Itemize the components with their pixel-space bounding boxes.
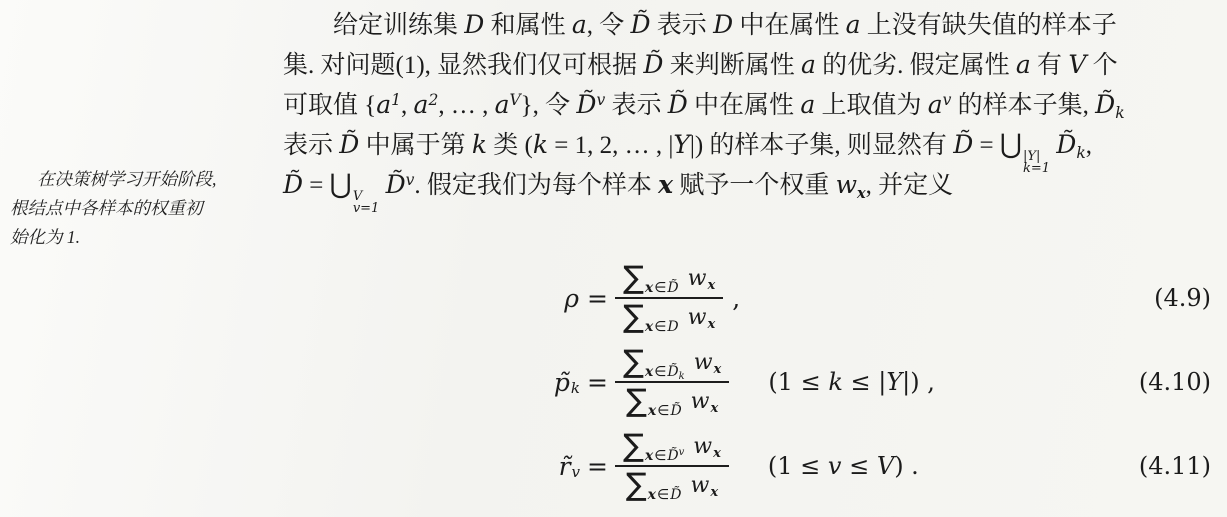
text-segment: D̃ xyxy=(953,130,974,159)
text-segment: 和属性 xyxy=(484,12,572,39)
text-segment: 表示 xyxy=(283,132,340,159)
set-superscript: v xyxy=(678,446,685,458)
text-segment: k xyxy=(1076,144,1086,162)
weight-term xyxy=(688,305,716,330)
text-segment: 1 xyxy=(391,91,402,109)
equation-condition xyxy=(768,368,935,396)
weight-symbol: w xyxy=(687,266,707,291)
text-segment: D̃ xyxy=(576,90,597,119)
text-segment: x xyxy=(658,170,674,199)
element-of-icon: ∈ xyxy=(657,402,670,419)
set-symbol: D̃ xyxy=(670,402,682,419)
sum-subscript xyxy=(648,403,682,419)
element-of-icon: ∈ xyxy=(654,363,667,380)
text-segment: ≤ | xyxy=(842,368,887,396)
weight-subscript: x xyxy=(710,401,719,416)
text-segment: 中在属性 xyxy=(733,12,846,39)
text-segment: = xyxy=(303,172,330,199)
text-segment: ⋃ xyxy=(329,169,352,200)
text-segment: 的样本子集, xyxy=(951,92,1096,119)
text-segment: ≤ xyxy=(841,452,877,480)
equals-sign: = xyxy=(587,451,608,481)
denominator xyxy=(615,465,729,504)
equation-4-11 xyxy=(0,423,1227,509)
equals-sign: = xyxy=(587,283,608,313)
margin-note-line: 在决策树学习开始阶段, xyxy=(37,169,217,189)
equation-condition xyxy=(768,452,919,480)
weight-term xyxy=(694,350,722,375)
fraction xyxy=(615,344,729,420)
text-segment: 的优劣. 假定属性 xyxy=(815,52,1016,79)
equation-4-10 xyxy=(0,339,1227,425)
text-segment: D̃ xyxy=(1095,90,1116,119)
text-segment: k xyxy=(471,130,487,159)
limit-text: V xyxy=(352,189,363,204)
denominator xyxy=(615,381,729,420)
limit-text: v=1 xyxy=(352,201,380,216)
paragraph-line xyxy=(283,5,1215,45)
text-segment: 个 xyxy=(1086,52,1118,79)
equation-4-9 xyxy=(0,255,1227,341)
text-segment: , … , xyxy=(438,92,495,119)
text-segment: (1 ≤ xyxy=(767,452,828,480)
text-segment: k xyxy=(828,368,843,396)
text-segment: 表示 xyxy=(650,12,714,39)
text-segment: Y xyxy=(886,368,903,396)
text-segment: 可取值 { xyxy=(283,92,377,119)
text-segment: V xyxy=(876,452,895,480)
sigma-icon: ∑ xyxy=(622,260,644,296)
sum-subscript xyxy=(648,487,682,503)
text-segment: a xyxy=(494,90,510,119)
body-paragraph xyxy=(283,5,1215,216)
element-of-icon: ∈ xyxy=(654,279,667,296)
set-symbol: D xyxy=(667,318,679,335)
weight-subscript: x xyxy=(710,485,719,500)
element-of-icon: ∈ xyxy=(654,447,667,464)
weight-subscript: x xyxy=(707,317,716,332)
margin-note-line: 根结点中各样本的权重初 xyxy=(10,198,203,218)
vector-x: x xyxy=(647,486,657,503)
text-segment: a xyxy=(376,90,392,119)
equation-lhs xyxy=(440,451,580,481)
equation-number: (4.9) xyxy=(1154,284,1211,312)
vector-x: x xyxy=(644,279,654,296)
text-segment: a xyxy=(845,10,861,39)
limits-stack xyxy=(1023,151,1050,175)
text-segment: 来判断属性 xyxy=(663,52,801,79)
weight-symbol: w xyxy=(693,350,713,375)
equation-punctuation: , xyxy=(732,283,741,313)
text-segment: }, 令 xyxy=(520,92,577,119)
text-segment: D̃ xyxy=(630,10,651,39)
sum-subscript xyxy=(645,448,684,464)
lhs-symbol: p̃ xyxy=(553,367,570,397)
sigma-icon: ∑ xyxy=(622,428,644,464)
text-segment: , xyxy=(401,92,414,119)
weight-symbol: w xyxy=(690,389,710,414)
text-segment: Y xyxy=(673,130,690,159)
set-subscript: k xyxy=(678,370,685,382)
limit-text: |Y| xyxy=(1023,149,1041,164)
text-segment: . 假定我们为每个样本 xyxy=(414,172,659,199)
lhs-subscript: v xyxy=(571,463,580,481)
text-segment: v xyxy=(942,91,952,109)
set-symbol: D̃ xyxy=(667,447,679,464)
element-of-icon: ∈ xyxy=(657,486,670,503)
text-segment: = 1, 2, … , | xyxy=(547,132,674,159)
lhs-symbol: ρ xyxy=(564,283,579,313)
weight-term xyxy=(690,473,718,498)
text-segment: , 并定义 xyxy=(865,172,954,199)
text-segment: k xyxy=(1115,104,1125,122)
equals-sign: = xyxy=(587,367,608,397)
text-segment: D xyxy=(713,10,734,39)
weight-term xyxy=(693,434,721,459)
weight-subscript: x xyxy=(713,446,721,461)
limit-text: k=1 xyxy=(1023,161,1051,176)
text-segment: v xyxy=(827,452,842,480)
numerator xyxy=(615,428,729,465)
text-segment: V xyxy=(1068,50,1087,79)
sigma-icon: ∑ xyxy=(622,299,644,335)
text-segment: 赋予一个权重 xyxy=(673,172,836,199)
text-segment: a xyxy=(413,90,429,119)
paragraph-line xyxy=(283,85,1215,125)
text-segment: 给定训练集 xyxy=(333,12,465,39)
text-segment: 2 xyxy=(428,91,439,109)
paragraph-line xyxy=(283,161,1215,216)
text-segment: D̃ xyxy=(667,90,688,119)
text-segment: a xyxy=(1015,50,1031,79)
text-segment: a xyxy=(571,10,587,39)
margin-note xyxy=(10,165,268,252)
weight-subscript: x xyxy=(713,362,722,377)
text-segment: v xyxy=(596,91,606,109)
sigma-icon: ∑ xyxy=(622,344,644,380)
text-segment: ⋃ xyxy=(999,129,1022,160)
weight-symbol: w xyxy=(687,305,707,330)
text-segment: |) , xyxy=(902,368,935,396)
fraction xyxy=(615,428,729,504)
equation-number: (4.11) xyxy=(1138,452,1211,480)
sigma-icon: ∑ xyxy=(625,383,647,419)
text-segment: , xyxy=(1085,132,1092,159)
margin-note-line: 始化为 1. xyxy=(10,227,80,247)
limits-stack xyxy=(353,191,380,215)
text-segment: 集. 对问题(1), 显然我们仅可根据 xyxy=(283,52,644,79)
text-segment: 上取值为 xyxy=(815,92,928,119)
text-segment: 中在属性 xyxy=(687,92,801,119)
text-segment: ) . xyxy=(894,452,919,480)
weight-symbol: w xyxy=(693,434,713,459)
text-segment: 类 ( xyxy=(486,132,533,159)
text-segment: D̃ xyxy=(643,50,664,79)
sum-subscript xyxy=(645,319,679,335)
numerator xyxy=(615,344,729,381)
text-segment: , 令 xyxy=(586,12,631,39)
text-segment: D xyxy=(464,10,485,39)
text-segment: k xyxy=(532,130,548,159)
vector-x: x xyxy=(644,363,654,380)
denominator xyxy=(615,297,723,336)
text-segment: (1 ≤ xyxy=(768,368,829,396)
set-symbol: D̃ xyxy=(670,486,682,503)
paragraph-line xyxy=(283,45,1215,85)
text-segment: a xyxy=(927,90,943,119)
text-segment: 上没有缺失值的样本子 xyxy=(860,12,1117,39)
set-symbol: D̃ xyxy=(667,363,679,380)
weight-symbol: w xyxy=(690,473,710,498)
text-segment: w xyxy=(835,170,857,199)
lhs-subscript: k xyxy=(570,379,580,397)
text-segment: v xyxy=(405,171,415,189)
sum-subscript xyxy=(645,364,685,380)
text-segment: a xyxy=(800,90,816,119)
text-segment: 表示 xyxy=(605,92,668,119)
equation-lhs xyxy=(440,367,580,397)
weight-term xyxy=(688,266,716,291)
vector-x: x xyxy=(647,402,657,419)
text-segment: D̃ xyxy=(339,130,360,159)
text-segment: = xyxy=(973,132,1000,159)
text-segment: a xyxy=(800,50,816,79)
fraction xyxy=(615,260,723,336)
weight-term xyxy=(691,389,719,414)
numerator xyxy=(615,260,723,297)
set-symbol: D̃ xyxy=(667,279,679,296)
vector-x: x xyxy=(644,447,654,464)
text-segment: 中属于第 xyxy=(359,132,472,159)
lhs-symbol: r̃ xyxy=(558,451,571,481)
text-segment: D̃ xyxy=(1056,130,1077,159)
text-segment: V xyxy=(509,91,521,109)
sigma-icon: ∑ xyxy=(625,467,647,503)
sum-subscript xyxy=(645,280,679,296)
paragraph-line xyxy=(283,125,1215,176)
equation-lhs xyxy=(440,284,580,313)
text-segment: x xyxy=(856,185,866,202)
text-segment: D̃ xyxy=(283,170,304,199)
equation-number: (4.10) xyxy=(1138,368,1211,396)
text-segment: |) 的样本子集, 则显然有 xyxy=(689,132,954,159)
vector-x: x xyxy=(644,318,654,335)
text-segment: D̃ xyxy=(385,170,406,199)
text-segment: 有 xyxy=(1030,52,1069,79)
element-of-icon: ∈ xyxy=(654,318,667,335)
weight-subscript: x xyxy=(707,278,716,293)
